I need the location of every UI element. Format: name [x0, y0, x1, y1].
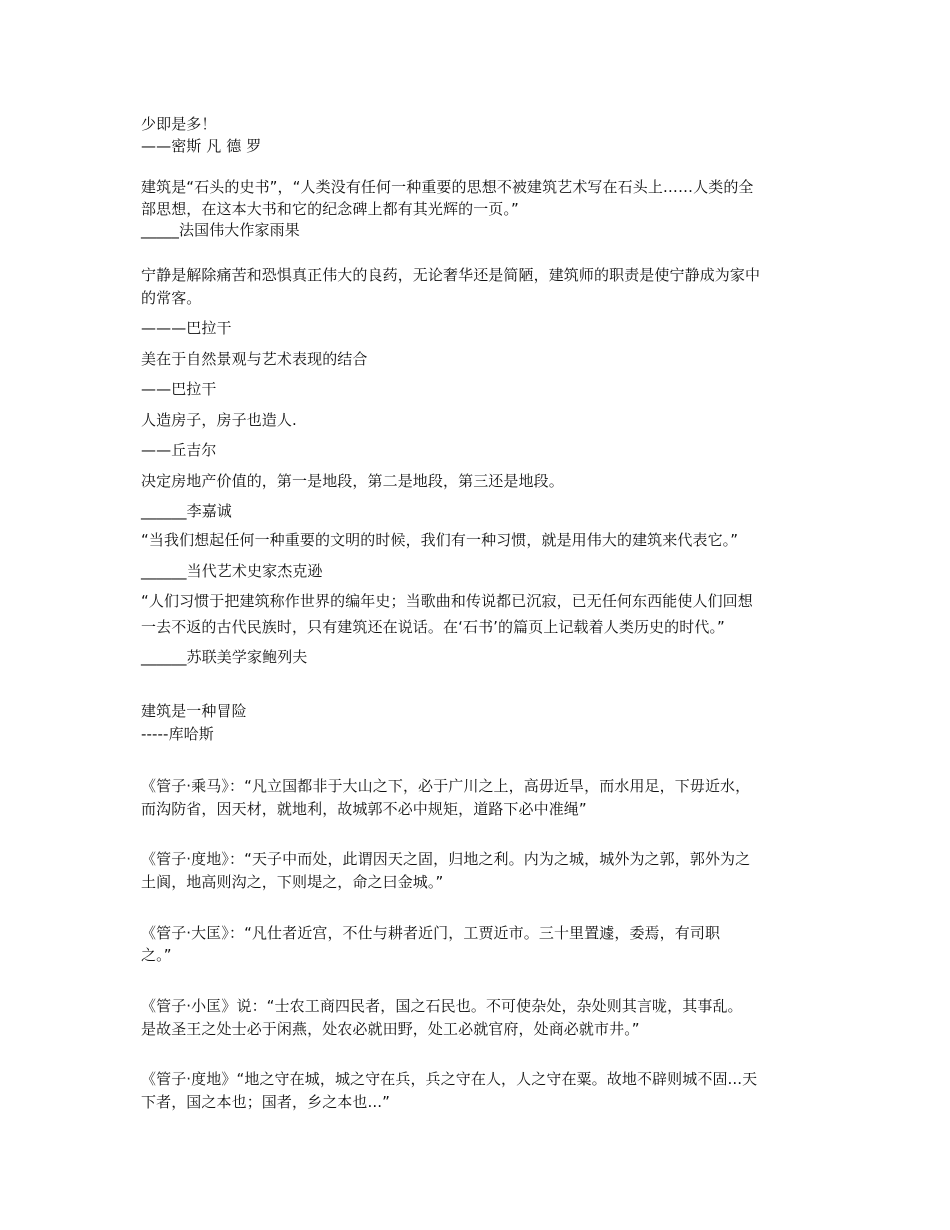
- quote-1-author: ——密斯 凡 德 罗: [141, 137, 262, 155]
- classic-4-line-2: 是故圣王之处士必于闲燕，处农必就田野，处工必就官府，处商必就市井。”: [141, 1020, 640, 1038]
- quote-5-text: 人造房子，房子也造人.: [141, 411, 297, 429]
- quote-9-author: -----库哈斯: [141, 725, 214, 743]
- classic-5-line-2: 下者，国之本也；国者，乡之本也...”: [141, 1093, 390, 1111]
- quote-2-text-line-1: 建筑是“石头的史书”，“人类没有任何一种重要的思想不被建筑艺术写在石头上……人类的全: [141, 178, 754, 196]
- quote-1-text: 少即是多！: [141, 115, 217, 133]
- classic-1-line-2: 而沟防省，因天材，就地利，故城郭不必中规矩，道路下必中准绳”: [141, 800, 587, 818]
- classic-2-line-2: 土阆，地高则沟之，下则堤之，命之曰金城。”: [141, 873, 444, 891]
- quote-6-text: 决定房地产价值的，第一是地段，第二是地段，第三还是地段。: [141, 472, 564, 490]
- classic-2-line-1: 《管子·度地》：“天子中而处，此谓因天之固，归地之利。内为之城，城外为之郭，郭外为之: [141, 850, 751, 868]
- quote-8-author: ______苏联美学家鲍列夫: [141, 648, 308, 666]
- quote-7-author: ______当代艺术史家杰克逊: [141, 562, 323, 580]
- classic-3-line-2: 之。”: [141, 946, 172, 964]
- classic-1-line-1: 《管子·乘马》：“凡立国都非于大山之下，必于广川之上，高毋近旱，而水用足，下毋近水，: [141, 777, 751, 795]
- quote-6-author: ______李嘉诚: [141, 502, 232, 520]
- quote-7-text: “当我们想起任何一种重要的文明的时候，我们有一种习惯，就是用伟大的建筑来代表它。”: [141, 531, 739, 549]
- quote-8-text-line-1: “人们习惯于把建筑称作世界的编年史；当歌曲和传说都已沉寂，已无任何东西能使人们回想: [141, 592, 753, 610]
- quote-3-text-line-1: 宁静是解除痛苦和恐惧真正伟大的良药，无论奢华还是简陋，建筑师的职责是使宁静成为家中: [141, 266, 761, 284]
- quote-4-text: 美在于自然景观与艺术表现的结合: [141, 350, 368, 368]
- classic-5-line-1: 《管子·度地》“地之守在城，城之守在兵，兵之守在人，人之守在粟。故地不辟则城不固...天: [141, 1070, 758, 1088]
- quote-5-author: ——丘吉尔: [141, 441, 217, 459]
- classic-4-line-1: 《管子·小匡》说：“士农工商四民者，国之石民也。不可使杂处，杂处则其言咙，其事乱。: [141, 997, 743, 1015]
- quote-8-text-line-2: 一去不返的古代民族时，只有建筑还在说话。在‘石书’的篇页上记载着人类历史的时代。”: [141, 618, 725, 636]
- quote-3-text-line-2: 的常客。: [141, 289, 202, 307]
- quote-4-author: ——巴拉干: [141, 380, 217, 398]
- quote-2-text-line-2: 部思想，在这本大书和它的纪念碑上都有其光辉的一页。”: [141, 200, 519, 218]
- quote-3-author: ———巴拉干: [141, 319, 232, 337]
- quote-2-author: _____法国伟大作家雨果: [141, 221, 300, 239]
- classic-3-line-1: 《管子·大匡》：“凡仕者近宫，不仕与耕者近门，工贾近市。三十里置遽，委焉，有司职: [141, 924, 721, 942]
- quote-9-text: 建筑是一种冒险: [141, 702, 247, 720]
